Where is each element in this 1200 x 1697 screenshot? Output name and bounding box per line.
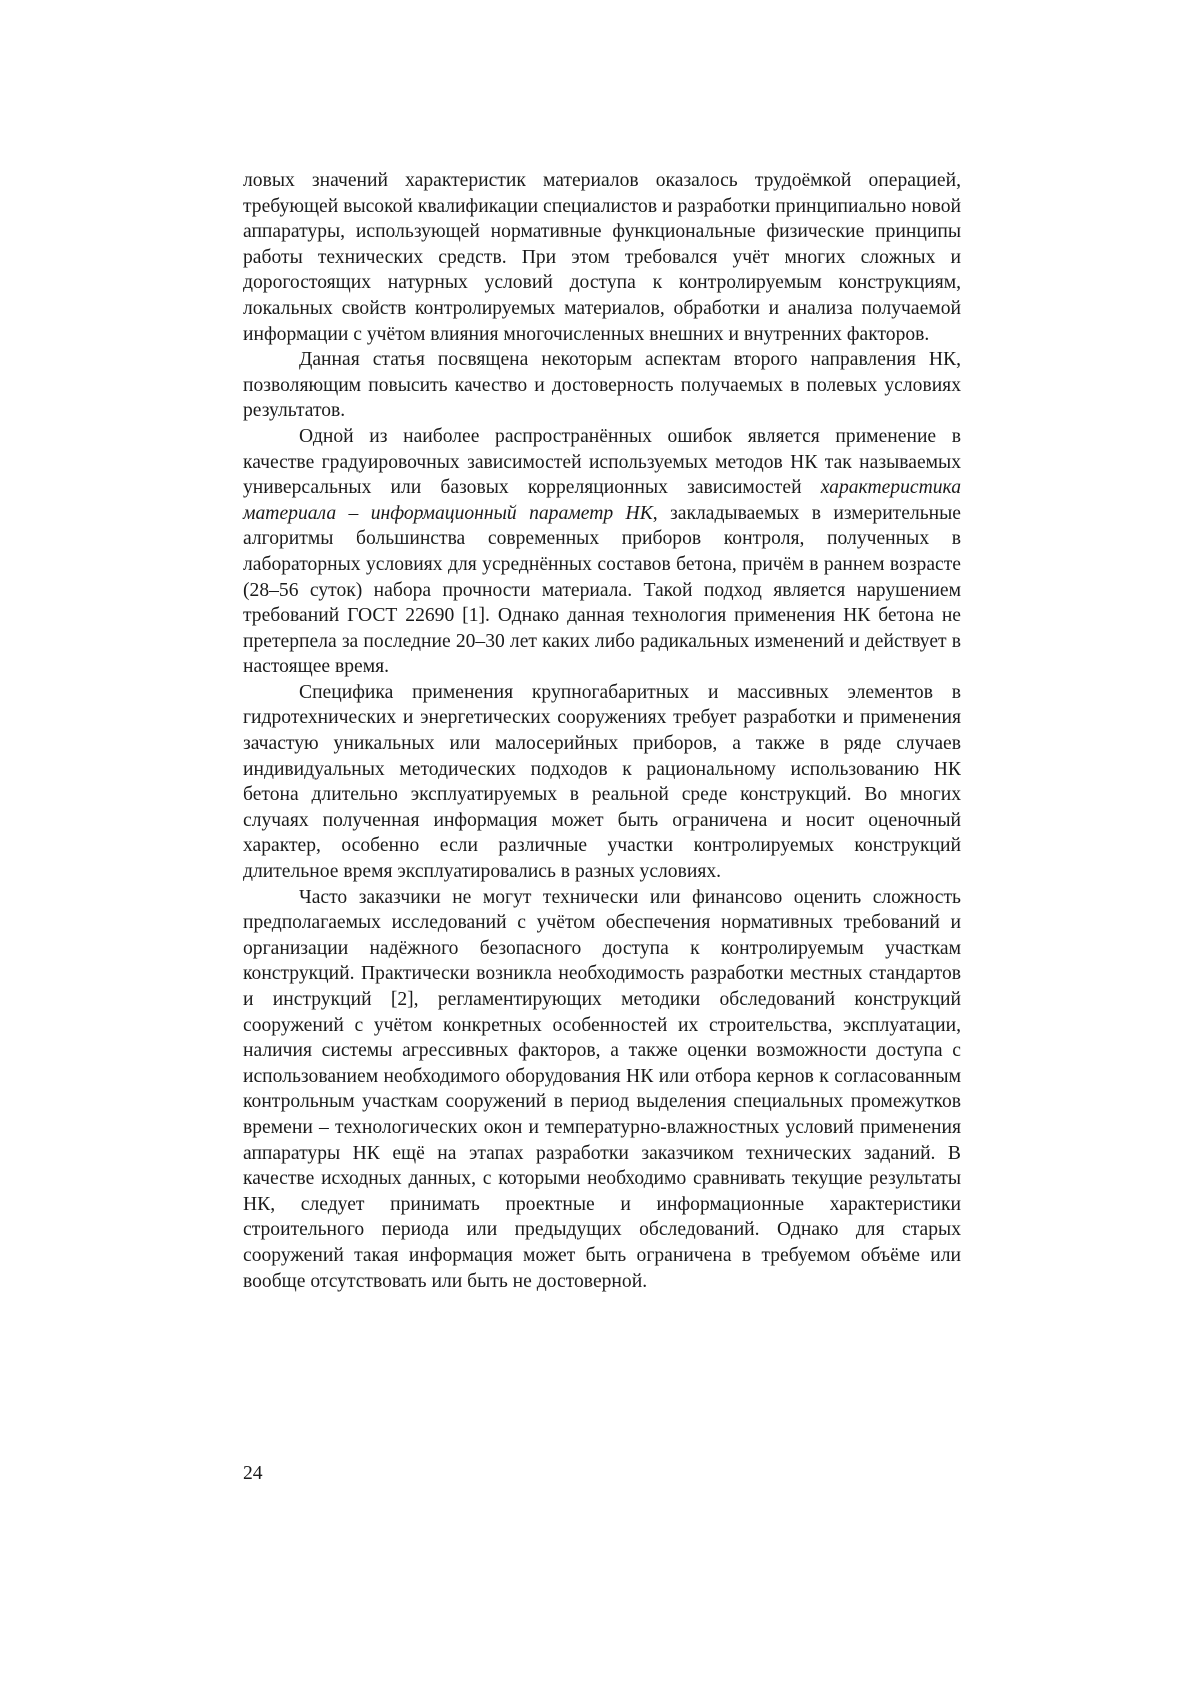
paragraph-common-errors (243, 424, 961, 680)
page-number: 24 (243, 1463, 263, 1484)
paragraph-customers: Часто заказчики не могут технически или финансово оценить сложность предполагаемых исследований с учётом обеспечения нормативных требований и организации надёжного безопасного доступа к контролируемым участкам конструкций. Практически возникла необходимость разработки местных стандартов и инструкций [2], регламентирующих методики обследований конструкций сооружений с учётом конкретных особенностей их строительства, эксплуатации, наличия системы агрессивных факторов, а также оценки возможности доступа с использованием необходимого оборудования НК или отбора кернов к согласованным контрольным участкам сооружений в период выделения специальных промежутков времени – технологических окон и температурно-влажностных условий применения аппаратуры НК ещё на этапах разработки заказчиком технических заданий. В качестве исходных данных, с которыми необходимо сравнивать текущие результаты НК, следует принимать проектные и информационные характеристики строительного периода или предыдущих обследований. Однако для старых сооружений такая информация может быть ограничена в требуемом объёме или вообще отсутствовать или быть не достоверной. (243, 886, 961, 1292)
paragraph-continued: ловых значений характеристик материалов оказалось трудоёмкой операцией, требующей высокой квалификации специалистов и разработки принципиально новой аппаратуры, использующей нормативные функциональные физические принципы работы технических средств. При этом требовался учёт многих сложных и дорогостоящих натурных условий доступа к контролируемым конструкциям, локальных свойств контролируемых материалов, обработки и анализа получаемой информации с учётом влияния многочисленных внешних и внутренних факторов. (243, 170, 961, 345)
paragraph-common-errors-end: , закладываемых в измерительные алгоритмы большинства современных приборов контроля, полученных в лабораторных условиях для усреднённых составов бетона, причём в раннем возрасте (28–56 суток) набора прочности материала. Такой подход является нарушением требований ГОСТ 22690 [1]. Однако данная технология применения НК бетона не претерпела за последние 20–30 лет каких либо радикальных изменений и действует в настоящее время. (243, 502, 962, 678)
paragraph-specifics: Специфика применения крупногабаритных и массивных элементов в гидротехнических и энергетических сооружениях требует разработки и применения зачастую уникальных или малосерийных приборов, а также в ряде случаев индивидуальных методических подходов к рациональному использованию НК бетона длительно эксплуатируемых в реальной среде конструкций. Во многих случаях полученная информация может быть ограничена и носит оценочный характер, особенно если различные участки контролируемых конструкций длительное время эксплуатировались в разных условиях. (243, 681, 961, 883)
paragraph-article-purpose: Данная статья посвящена некоторым аспектам второго направления НК, позволяющим повысить качество и достоверность получаемых в полевых условиях результатов. (243, 349, 961, 422)
body-text (243, 168, 961, 1294)
paragraph-common-errors-start: Одной из наиболее распространённых ошибок является применение в качестве градуировочных зависимостей используемых методов НК так называемых универсальных или базовых корреляционных зависимостей (243, 425, 961, 499)
italic-term: характеристика материала – информационный параметр НК (243, 477, 961, 524)
